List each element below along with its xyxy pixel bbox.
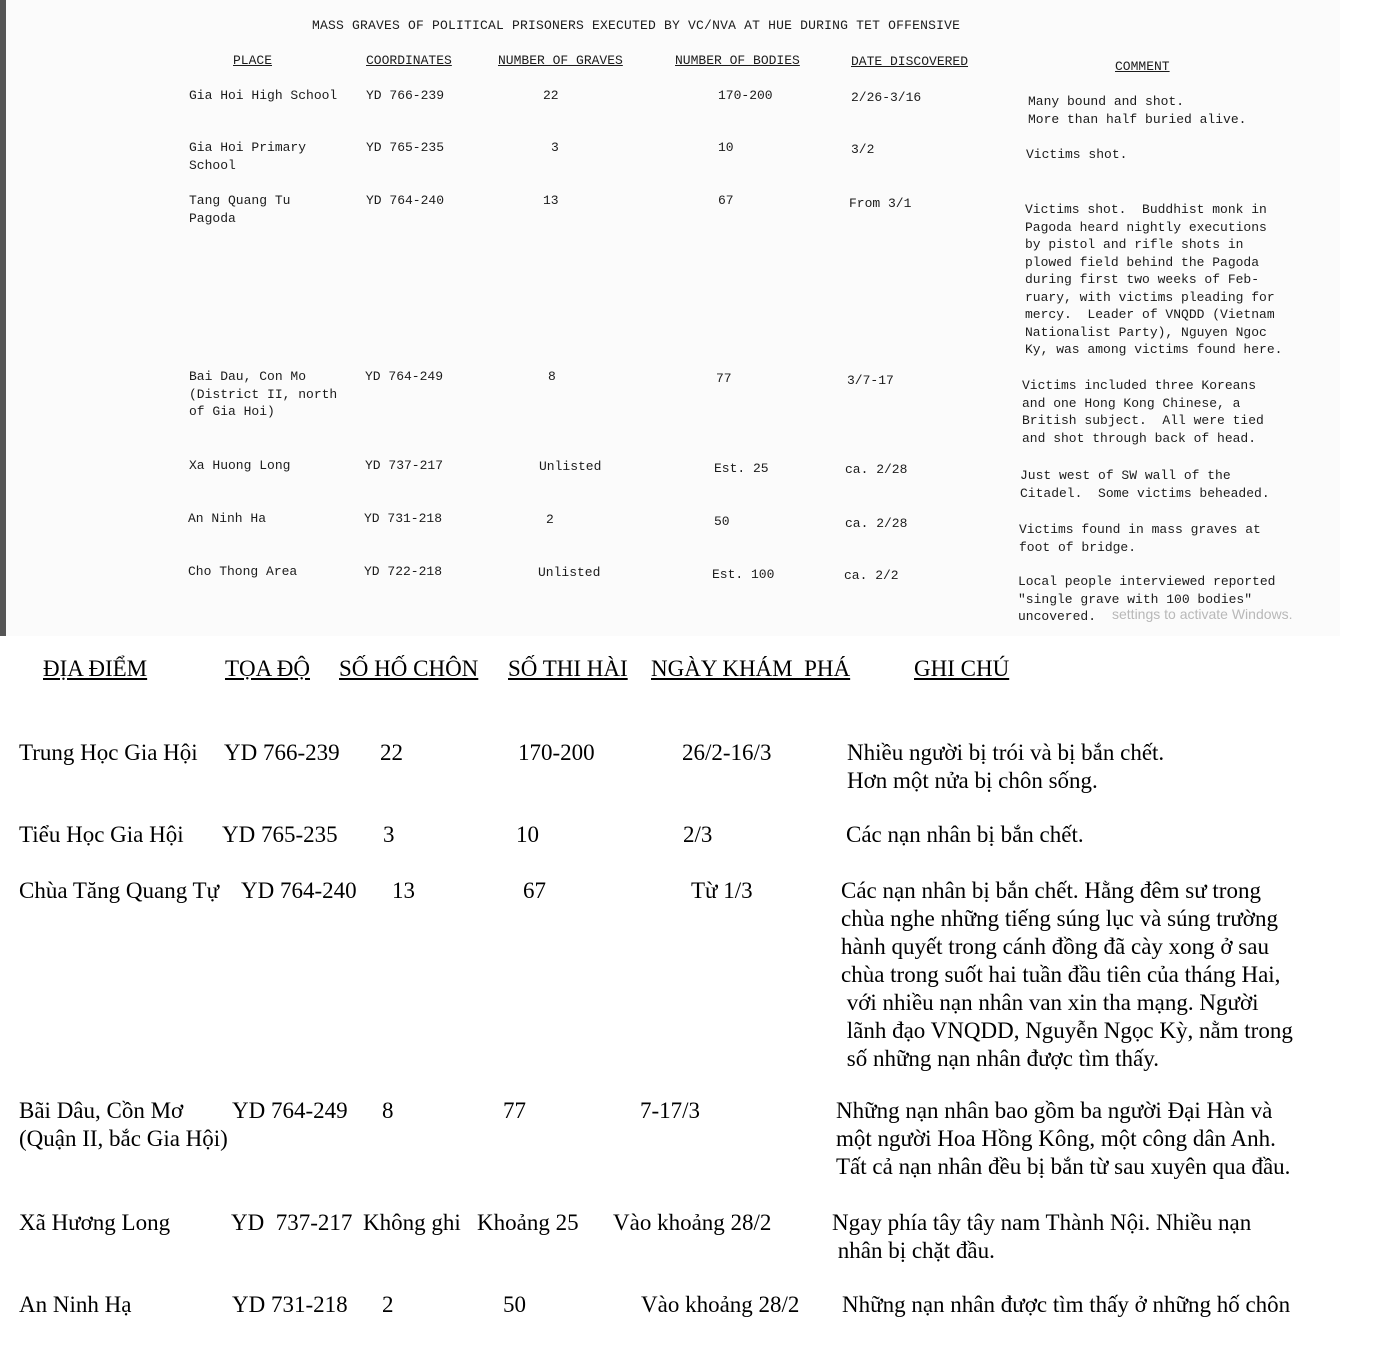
scan-row-comment: Victims shot. bbox=[1026, 147, 1128, 162]
scan-row-graves: Unlisted bbox=[538, 565, 601, 580]
scan-row-date: ca. 2/2 bbox=[844, 568, 899, 583]
vi-header-coordinates: TỌA ĐỘ bbox=[225, 656, 310, 681]
scan-row-graves: 13 bbox=[543, 193, 559, 208]
scan-row-place: Gia Hoi Primary School bbox=[189, 140, 307, 173]
vi-row-comment: Các nạn nhân bị bắn chết. bbox=[846, 822, 1084, 847]
vi-header-bodies: SỐ THI HÀI bbox=[508, 656, 628, 681]
vi-row-comment: Những nạn nhân được tìm thấy ở những hố chôn bbox=[842, 1292, 1291, 1317]
vi-row-place: Xã Hương Long bbox=[19, 1210, 171, 1235]
vi-header-date: NGÀY KHÁM PHÁ bbox=[651, 656, 851, 681]
scan-row-place: Xa Huong Long bbox=[189, 458, 291, 473]
scan-row-bodies: 50 bbox=[714, 514, 730, 529]
scan-header-comment: COMMENT bbox=[1115, 59, 1170, 74]
scan-row-graves: Unlisted bbox=[539, 459, 602, 474]
scan-row-date: From 3/1 bbox=[849, 196, 912, 211]
vi-row-coord: YD 764-240 bbox=[241, 878, 357, 903]
scan-left-edge bbox=[0, 0, 6, 636]
scan-row-graves: 22 bbox=[543, 88, 559, 103]
vi-row-bodies: 77 bbox=[503, 1098, 526, 1123]
scan-row-place: Tang Quang Tu Pagoda bbox=[189, 193, 291, 226]
vi-row-graves: 3 bbox=[383, 822, 395, 847]
vi-header-place: ĐỊA ĐIỂM bbox=[43, 656, 148, 681]
scan-row-place: Gia Hoi High School bbox=[189, 88, 338, 103]
vi-row-graves: 2 bbox=[382, 1292, 394, 1317]
scan-row-place: Cho Thong Area bbox=[188, 564, 298, 579]
vi-header-comment: GHI CHÚ bbox=[914, 656, 1010, 681]
activate-windows-watermark: settings to activate Windows. bbox=[1112, 606, 1293, 622]
vi-row-graves: Không ghi bbox=[363, 1210, 461, 1235]
vi-row-graves: 22 bbox=[380, 740, 403, 765]
scan-row-place: Bai Dau, Con Mo (District II, north of Gia Hoi) bbox=[189, 369, 338, 419]
scan-row-bodies: 10 bbox=[718, 140, 734, 155]
scan-row-comment: Local people interviewed reported "single grave with 100 bodies" uncovered. bbox=[1018, 574, 1276, 624]
scan-row-graves: 3 bbox=[551, 140, 559, 155]
scan-row-coord: YD 766-239 bbox=[366, 88, 445, 103]
scan-row-coord: YD 765-235 bbox=[366, 140, 445, 155]
scan-row-coord: YD 731-218 bbox=[364, 511, 443, 526]
scan-header-date: DATE DISCOVERED bbox=[851, 54, 969, 69]
vi-header-graves: SỐ HỐ CHÔN bbox=[339, 656, 479, 681]
vi-row-comment: Ngay phía tây tây nam Thành Nội. Nhiều nạn nhân bị chặt đầu. bbox=[832, 1210, 1252, 1263]
vi-row-date: Vào khoảng 28/2 bbox=[641, 1292, 800, 1317]
vi-row-coord: YD 764-249 bbox=[232, 1098, 348, 1123]
scan-row-bodies: Est. 25 bbox=[714, 461, 769, 476]
scan-row-graves: 8 bbox=[548, 369, 556, 384]
scan-row-bodies: 77 bbox=[716, 371, 732, 386]
vi-row-coord: YD 766-239 bbox=[224, 740, 340, 765]
scan-row-graves: 2 bbox=[546, 512, 554, 527]
vi-row-bodies: 50 bbox=[503, 1292, 526, 1317]
vi-row-date: 26/2-16/3 bbox=[682, 740, 772, 765]
vi-row-comment: Những nạn nhân bao gồm ba người Đại Hàn và một người Hoa Hồng Kông, một công dân Anh. Tất cả nạn nhân đều bị bắn từ sau xuyên qua đầu. bbox=[836, 1098, 1291, 1179]
vi-row-graves: 13 bbox=[392, 878, 415, 903]
vietnamese-translation bbox=[0, 636, 1382, 1366]
scan-row-coord: YD 764-249 bbox=[365, 369, 444, 384]
scan-header-place: PLACE bbox=[233, 53, 273, 68]
scan-row-comment: Victims found in mass graves at foot of bridge. bbox=[1019, 522, 1261, 555]
vi-row-comment: Nhiều người bị trói và bị bắn chết. Hơn một nửa bị chôn sống. bbox=[847, 740, 1165, 793]
vi-row-comment: Các nạn nhân bị bắn chết. Hằng đêm sư trong chùa nghe những tiếng súng lục và súng trường hành quyết trong cánh đồng đã cày xong ở sau chùa trong suốt hai tuần đầu tiên của tháng Hai, với nhiều nạn nhân van xin tha mạng. Người lãnh đạo VNQDD, Nguyễn Ngọc Kỳ, nằm trong số những nạn nhân được tìm thấy. bbox=[841, 878, 1293, 1071]
scan-header-coordinates: COORDINATES bbox=[366, 53, 452, 68]
scan-title: MASS GRAVES OF POLITICAL PRISONERS EXECUTED BY VC/NVA AT HUE DURING TET OFFENSIVE bbox=[312, 18, 961, 33]
scan-row-place: An Ninh Ha bbox=[188, 511, 267, 526]
vi-row-place: Tiểu Học Gia Hội bbox=[19, 822, 184, 847]
vi-row-place: Chùa Tăng Quang Tự bbox=[19, 878, 220, 903]
scan-row-bodies: 170-200 bbox=[718, 88, 773, 103]
vi-row-graves: 8 bbox=[382, 1098, 394, 1123]
vi-row-bodies: Khoảng 25 bbox=[477, 1210, 579, 1235]
vi-row-coord: YD 765-235 bbox=[222, 822, 338, 847]
scan-row-coord: YD 722-218 bbox=[364, 564, 443, 579]
scan-row-date: 3/2 bbox=[851, 142, 875, 157]
vi-row-coord: YD 737-217 bbox=[231, 1210, 353, 1235]
scanned-document bbox=[0, 0, 1340, 636]
vi-row-date: Từ 1/3 bbox=[691, 878, 753, 903]
vi-row-date: Vào khoảng 28/2 bbox=[613, 1210, 772, 1235]
vi-row-place: An Ninh Hạ bbox=[19, 1292, 132, 1317]
scan-row-bodies: 67 bbox=[718, 193, 734, 208]
vi-row-coord: YD 731-218 bbox=[232, 1292, 348, 1317]
vi-row-bodies: 10 bbox=[516, 822, 539, 847]
scan-row-coord: YD 764-240 bbox=[366, 193, 445, 208]
vi-row-date: 7-17/3 bbox=[640, 1098, 701, 1123]
scan-row-comment: Victims included three Koreans and one Hong Kong Chinese, a British subject. All were tied and shot through back of head. bbox=[1022, 378, 1264, 446]
scan-row-comment: Victims shot. Buddhist monk in Pagoda heard nightly executions by pistol and rifle shots in plowed field behind the Pagoda during first two weeks of Feb- ruary, with victims pleading for mercy. Leader of VNQDD (Vietnam Nationalist Party), Nguyen Ngoc Ky, was among victims found here. bbox=[1025, 202, 1283, 357]
vi-row-place: Bãi Dâu, Cồn Mơ (Quận II, bắc Gia Hội) bbox=[19, 1098, 228, 1151]
scan-row-comment: Just west of SW wall of the Citadel. Some victims beheaded. bbox=[1020, 468, 1270, 501]
scan-header-bodies: NUMBER OF BODIES bbox=[675, 53, 800, 68]
scan-row-date: 2/26-3/16 bbox=[851, 90, 922, 105]
scan-header-graves: NUMBER OF GRAVES bbox=[498, 53, 623, 68]
scan-row-date: 3/7-17 bbox=[847, 373, 894, 388]
scan-row-bodies: Est. 100 bbox=[712, 567, 775, 582]
vi-row-bodies: 170-200 bbox=[518, 740, 595, 765]
vi-row-date: 2/3 bbox=[683, 822, 713, 847]
scan-row-date: ca. 2/28 bbox=[845, 462, 908, 477]
vi-row-bodies: 67 bbox=[523, 878, 546, 903]
scan-row-date: ca. 2/28 bbox=[845, 516, 908, 531]
scan-row-comment: Many bound and shot. More than half buried alive. bbox=[1028, 94, 1247, 127]
vi-row-place: Trung Học Gia Hội bbox=[19, 740, 198, 765]
scan-row-coord: YD 737-217 bbox=[365, 458, 444, 473]
